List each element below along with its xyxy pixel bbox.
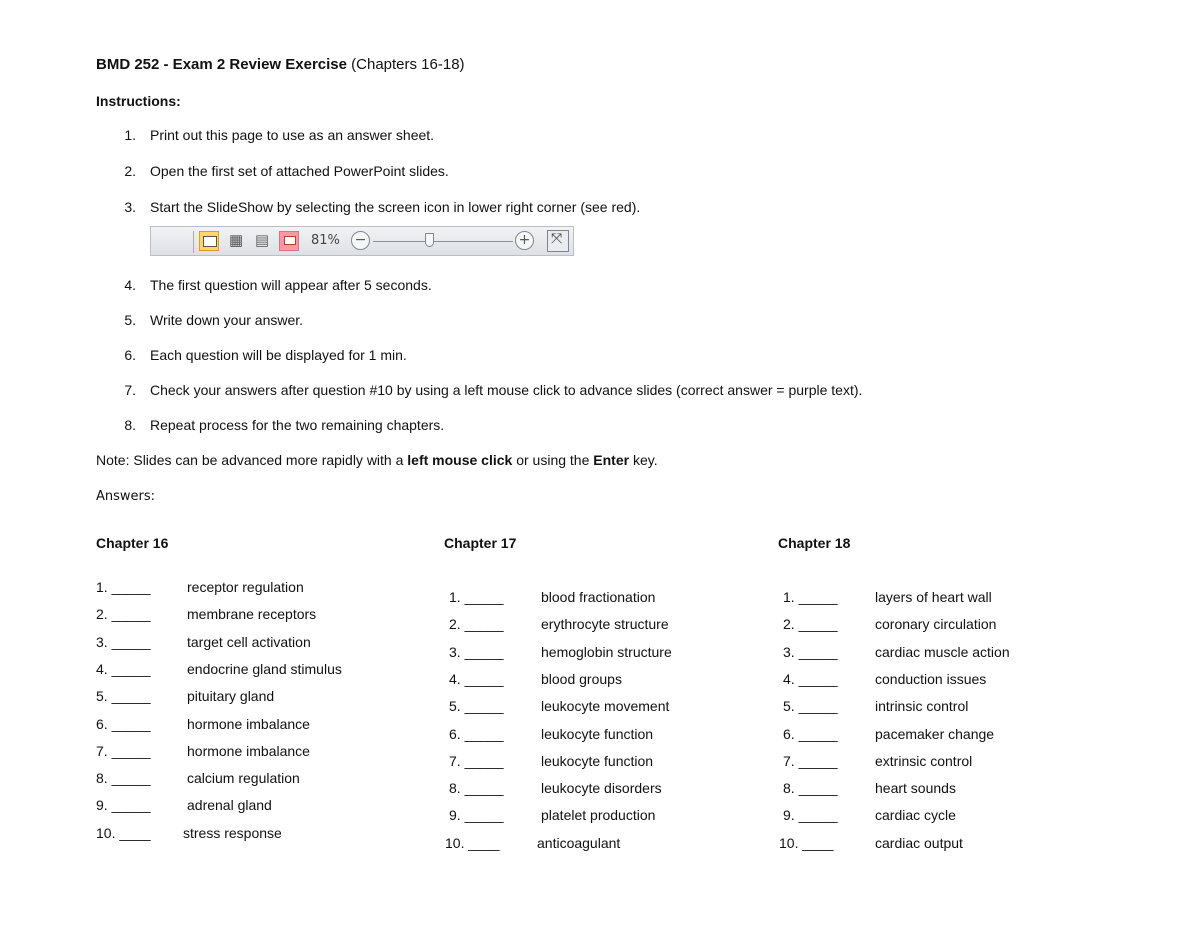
answer-topic: blood fractionation: [541, 589, 656, 605]
answer-topic: leukocyte function: [541, 752, 654, 769]
answer-blank: 1. _____: [96, 579, 151, 595]
answer-blank: 6. _____: [783, 725, 838, 742]
title-rest: (Chapters 16-18): [346, 56, 465, 73]
note-part: Note: Slides can be advanced more rapidly with a: [96, 452, 408, 468]
answer-topic: receptor regulation: [187, 579, 304, 595]
answer-topic: leukocyte function: [541, 725, 654, 742]
answer-blank: 8. _____: [783, 780, 838, 797]
answer-blank: 2. _____: [783, 616, 838, 633]
step-text: Open the first set of attached PowerPoint slides.: [150, 163, 449, 179]
answer-topic: layers of heart wall: [875, 589, 992, 605]
step-text: Each question will be displayed for 1 min.: [150, 347, 407, 363]
zoom-slider-thumb: [425, 233, 434, 247]
step-number: 7.: [124, 382, 136, 398]
chapter-heading: Chapter 17: [444, 535, 517, 551]
answer-blank: 6. _____: [96, 715, 151, 732]
answer-topic: platelet production: [541, 807, 656, 824]
fit-to-window-icon: [547, 230, 569, 252]
answer-topic: pituitary gland: [187, 688, 275, 705]
chapter-heading: Chapter 16: [96, 535, 169, 551]
answer-blank: 1. _____: [783, 589, 838, 605]
zoom-out-icon: −: [351, 231, 370, 250]
normal-view-icon: [199, 231, 219, 251]
answer-topic: cardiac cycle: [875, 807, 956, 824]
answer-blank: 5. _____: [449, 698, 504, 715]
step-number: 1.: [124, 127, 136, 143]
step-number: 5.: [124, 312, 136, 328]
answer-topic: pacemaker change: [875, 725, 995, 742]
answer-topic: leukocyte disorders: [541, 780, 662, 797]
note-emphasis-left-click: left mouse click: [407, 452, 513, 468]
answer-blank: 4. _____: [449, 670, 504, 687]
chapter-heading: Chapter 18: [778, 535, 851, 551]
answer-topic: coronary circulation: [875, 616, 997, 633]
answers-label: Answers:: [96, 489, 156, 504]
step-text: Print out this page to use as an answer sheet.: [150, 127, 435, 143]
answer-topic: target cell activation: [187, 633, 311, 650]
view-toolbar-image: [150, 226, 574, 256]
answer-blank: 3. _____: [783, 643, 838, 660]
answer-topic: extrinsic control: [875, 752, 973, 769]
answer-blank: 10. ____: [445, 834, 500, 851]
answer-blank: 2. _____: [449, 616, 504, 633]
answer-blank: 1. _____: [449, 589, 504, 605]
step-text: The first question will appear after 5 seconds.: [150, 277, 432, 293]
answer-topic: cardiac output: [875, 834, 963, 851]
zoom-level: 81%: [311, 233, 340, 248]
page-title: [96, 56, 465, 73]
step-number: 6.: [124, 347, 136, 363]
answer-blank: 9. _____: [96, 797, 151, 814]
answer-topic: calcium regulation: [187, 770, 300, 787]
step-number: 2.: [124, 163, 136, 179]
answer-blank: 3. _____: [449, 643, 504, 660]
answer-topic: hormone imbalance: [187, 715, 310, 732]
answer-topic: stress response: [183, 824, 282, 841]
answer-blank: 10. ____: [779, 834, 834, 851]
answer-blank: 3. _____: [96, 633, 151, 650]
answer-blank: 7. _____: [449, 752, 504, 769]
answer-blank: 9. _____: [783, 807, 838, 824]
answer-topic: endocrine gland stimulus: [187, 660, 342, 677]
step-text: Check your answers after question #10 by using a left mouse click to advance slides (correct answer = purple text).: [150, 382, 863, 398]
answer-blank: 2. _____: [96, 606, 151, 623]
answer-topic: conduction issues: [875, 670, 987, 687]
instructions-heading: Instructions:: [96, 93, 181, 109]
answer-topic: adrenal gland: [187, 797, 272, 814]
step-number: 4.: [124, 277, 136, 293]
note-part: or using the: [512, 452, 594, 468]
step-number: 8.: [124, 417, 136, 433]
answer-topic: hemoglobin structure: [541, 643, 672, 660]
step-text: Write down your answer.: [150, 312, 304, 328]
answer-blank: 6. _____: [449, 725, 504, 742]
step-number: 3.: [124, 199, 136, 215]
step-text: Start the SlideShow by selecting the screen icon in lower right corner (see red).: [150, 199, 641, 215]
answer-topic: hormone imbalance: [187, 742, 310, 759]
answer-blank: 7. _____: [96, 742, 151, 759]
zoom-in-icon: +: [515, 231, 534, 250]
slideshow-icon: [279, 231, 299, 251]
answer-blank: 9. _____: [449, 807, 504, 824]
answer-blank: 10. ____: [96, 824, 151, 841]
answer-blank: 4. _____: [783, 670, 838, 687]
answer-topic: erythrocyte structure: [541, 616, 669, 633]
answer-blank: 4. _____: [96, 660, 151, 677]
answer-topic: blood groups: [541, 670, 622, 687]
note-text: [96, 452, 658, 468]
slide-sorter-icon: [227, 231, 247, 251]
answer-blank: 5. _____: [96, 688, 151, 705]
answer-blank: 8. _____: [449, 780, 504, 797]
answer-topic: cardiac muscle action: [875, 643, 1010, 660]
note-part: key.: [629, 452, 658, 468]
answer-topic: leukocyte movement: [541, 698, 670, 715]
answer-topic: heart sounds: [875, 780, 956, 797]
answer-blank: 8. _____: [96, 770, 151, 787]
answer-blank: 7. _____: [783, 752, 838, 769]
title-bold: BMD 252 - Exam 2 Review Exercise: [96, 56, 347, 73]
reading-view-icon: [253, 231, 273, 251]
note-emphasis-enter: Enter: [593, 452, 630, 468]
step-text: Repeat process for the two remaining chapters.: [150, 417, 445, 433]
answer-topic: intrinsic control: [875, 698, 969, 715]
answer-topic: membrane receptors: [187, 606, 317, 623]
answer-topic: anticoagulant: [537, 834, 621, 851]
zoom-slider-track: [373, 241, 513, 242]
answer-blank: 5. _____: [783, 698, 838, 715]
toolbar-divider: [193, 231, 194, 253]
